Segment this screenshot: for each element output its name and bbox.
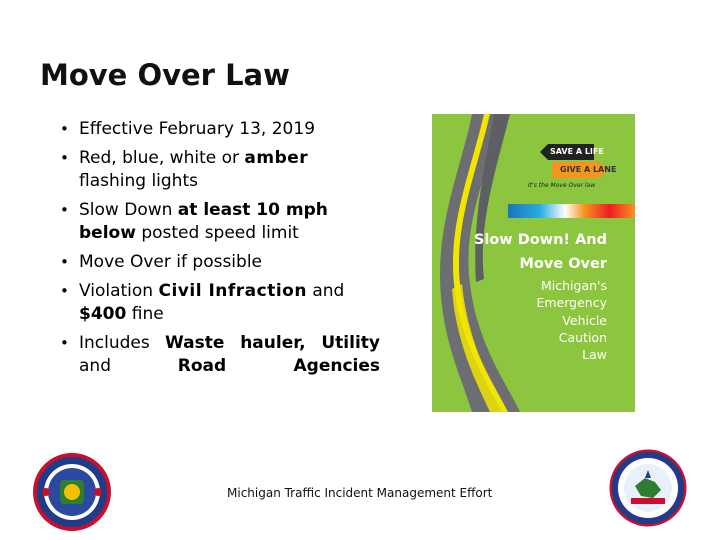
bullet-item [60,251,380,274]
bullet-bold-text: Waste hauler, Utility [165,333,380,353]
bullet-item [60,280,380,326]
bullet-text: Includes [79,333,166,353]
bullet-bold-text: Road Agencies [177,356,381,376]
bullet-icon: • [60,334,69,352]
bullet-text: Red, blue, white or [79,148,245,168]
bullet-bold-text: amber [244,148,309,168]
state-police-seal-icon [26,452,118,532]
bullet-list [60,118,380,384]
bullet-text: Move Over if possible [79,252,262,272]
bullet-text: flashing lights [79,171,198,191]
bullet-text: Violation [79,281,159,301]
bullet-icon: • [60,149,69,167]
poster-line: Vehicle [562,313,607,328]
poster-line: Law [582,347,607,362]
bullet-bold-text: at least 10 mph below [79,200,328,243]
bullet-text: and [79,356,178,376]
bullet-bold-text: $400 [79,304,127,324]
bullet-text: and [306,281,345,301]
bullet-item [60,118,380,141]
bullet-text: fine [126,304,164,324]
bullet-bold-text: Civil Infraction [158,281,307,301]
poster-sign-bottom: GIVE A LANE [560,165,617,174]
bullet-icon: • [60,201,69,219]
poster-headline: Slow Down! And [473,232,607,248]
move-over-poster [432,114,635,412]
poster-line: Caution [558,330,607,345]
poster-tagline: It's the Move Over law [528,182,596,189]
poster-headline: Move Over [519,256,607,272]
bullet-icon: • [60,120,69,138]
bullet-text: posted speed limit [135,223,299,243]
slide-title: Move Over Law [40,58,290,92]
poster-sign-top: SAVE A LIFE [550,147,604,156]
fire-ems-seal-icon [605,448,691,528]
footer-text: Michigan Traffic Incident Management Effort [227,486,493,500]
poster-line: Emergency [536,295,607,310]
bullet-item [60,147,380,193]
bullet-text: Effective February 13, 2019 [79,119,316,139]
poster-line: Michigan's [541,278,607,293]
bullet-text: Slow Down [79,200,178,220]
bullet-icon: • [60,253,69,271]
bullet-item [60,199,380,245]
bullet-icon: • [60,282,69,300]
bullet-item [60,332,380,378]
